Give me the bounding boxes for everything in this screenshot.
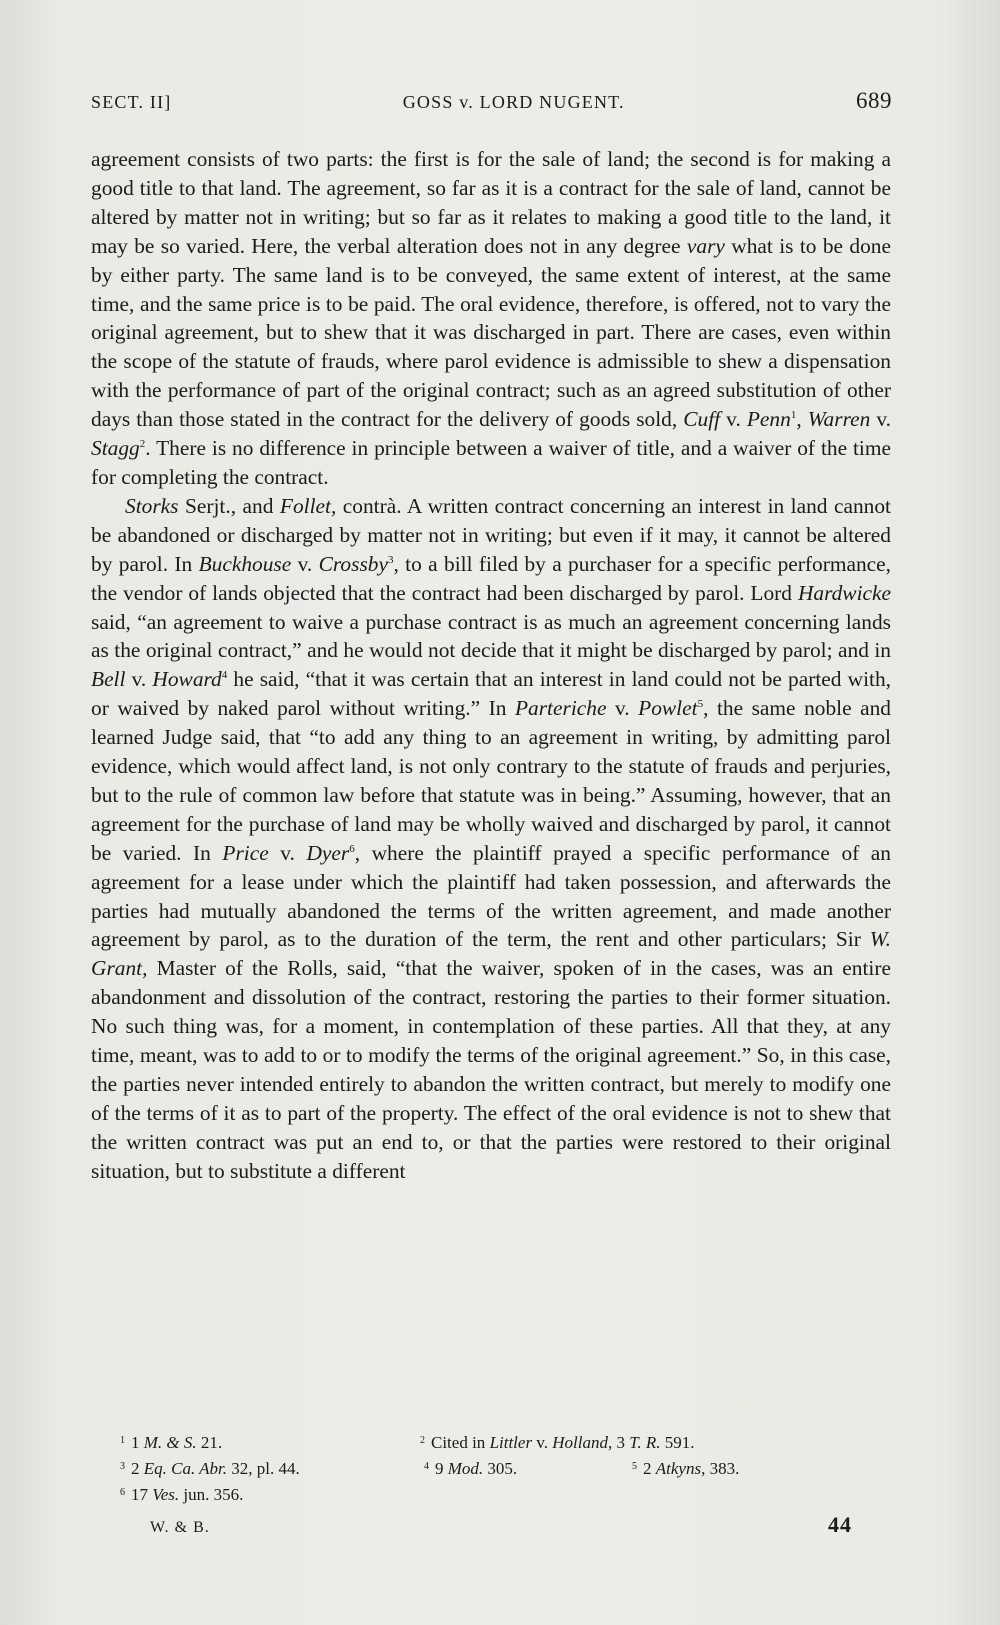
case-title: GOSS v. LORD NUGENT.	[402, 92, 625, 112]
footnote-text: Mod.	[447, 1459, 484, 1478]
case-name: Bell	[91, 667, 126, 692]
case-name: Cuff	[683, 407, 721, 432]
footnote-text: 21.	[196, 1433, 223, 1452]
case-name: Parteriche	[514, 696, 607, 721]
footnote-ref: 6	[349, 842, 355, 855]
text-run: , where the plaintiff prayed a specific performance of an agreement for a lease under which the plaintiff had taken possession, and afterwards the parties had mutually abandoned the terms of the written agreement, and made another agreement by parol, as to the duration of the term, the rent and other particulars; Sir	[91, 840, 891, 952]
text-run: said, “an agreement to waive a purchase contract is as much an agreement concerning lands as the original contract,” and he would not decide that it might be discharged by parol; and in	[91, 609, 891, 663]
footnote-mark: 6	[120, 1487, 125, 1498]
counsel-name: Storks	[125, 493, 179, 518]
case-name: Powlet	[638, 696, 698, 721]
footnote-ref: 3	[387, 553, 394, 566]
footnote-1	[120, 1430, 420, 1456]
text-run: agreement consists of two parts: the first is for the sale of land; the second is for making a good title to that land. The agreement, so far as it is a contract for the sale of land, cannot be altered by matter not in writing; but so far as it relates to making a good title to the land, it may be so varied. Here, the verbal alteration does not in any degree	[91, 147, 891, 258]
text-run: . There is no difference in principle between a waiver of title, and a waiver of the time for completing the contract.	[91, 436, 891, 489]
text-run: he said, “that it was certain that an interest in land could not be parted with, or waived by naked parol without writing.” In	[91, 667, 891, 721]
footnote-text: Eq. Ca. Abr.	[143, 1459, 228, 1478]
text-run: Master of the Rolls, said, “that the waiver, spoken of in the cases, was an entire abandonment and dissolution of the contract, restoring the parties to their former situation. No such thing was, for a moment, in contemplation of these parties. All that they, at any time, meant, was to add to or to modify the terms of the original agreement.” So, in this case, the parties never intended entirely to abandon the written contract, but merely to modify one of the terms of it as to part of the property. The effect of the oral evidence is not to shew that the written contract was put an end to, or that the parties were restored to their original situation, but to substitute a different	[91, 956, 891, 1183]
footnote-text: 9	[435, 1459, 448, 1478]
case-name: Price	[222, 840, 269, 865]
footnote-text: 2	[131, 1459, 144, 1478]
footnote-text: Ves.	[152, 1485, 180, 1504]
counsel-name: Follet,	[279, 493, 337, 518]
text-run: ,	[796, 407, 808, 432]
footnote-text: Atkyns,	[655, 1459, 706, 1478]
footnote-mark: 3	[120, 1461, 125, 1472]
paragraph-1	[91, 145, 891, 492]
footnote-text: Littler	[489, 1433, 533, 1452]
paragraph-2	[91, 492, 891, 1186]
case-name: Penn	[746, 407, 791, 432]
footnote-text: 591.	[660, 1433, 695, 1452]
text-run: v.	[268, 840, 307, 865]
footnote-ref: 1	[790, 409, 797, 422]
case-name: Crossby	[318, 551, 388, 576]
footnote-text: 1	[131, 1433, 144, 1452]
italic-term: vary	[686, 233, 725, 258]
page-number: 689	[856, 88, 892, 113]
running-header	[91, 88, 892, 120]
section-label: SECT. II]	[91, 92, 172, 112]
footnote-text: 17	[131, 1485, 153, 1504]
text-run: Serjt., and	[178, 493, 280, 518]
footnote-4	[424, 1456, 632, 1482]
footnote-text: 383.	[705, 1459, 740, 1478]
footnote-text: M. & S.	[143, 1433, 197, 1452]
text-run: v.	[720, 407, 747, 432]
footnote-row	[120, 1482, 880, 1508]
footnote-row	[120, 1430, 880, 1456]
text-run: , to a bill filed by a purchaser for a specific performance, the vendor of lands objected that the contract had been discharged by parol. Lord	[91, 551, 891, 605]
footnote-2	[420, 1430, 695, 1456]
footnote-ref: 4	[221, 669, 228, 682]
page-footer	[150, 1512, 852, 1538]
footnote-text: Holland,	[552, 1433, 613, 1452]
footnote-5	[632, 1456, 739, 1482]
footnote-mark: 1	[120, 1435, 125, 1446]
footnote-ref: 2	[139, 438, 146, 451]
signature-mark: 44	[828, 1512, 852, 1537]
footnote-row	[120, 1456, 880, 1482]
case-name: Buckhouse	[198, 551, 292, 576]
footnote-text: 305.	[483, 1459, 518, 1478]
body-text	[91, 145, 891, 1186]
text-run: , the same noble and learned Judge said, that “to add any thing to an agreement in writing, by admitting parol evidence, which would affect land, is not only contrary to the statute of frauds and perjuries, but to the rule of common law before that statute was in being.” Assuming, however, that an agreement for the purchase of land may be wholly waived and discharged by parol, it cannot be varied. In	[91, 696, 891, 865]
footnote-6	[120, 1482, 243, 1508]
footnote-text: 32, pl. 44.	[227, 1459, 300, 1478]
case-name: Howard	[152, 667, 222, 692]
text-run: contrà. A written contract concerning an interest in land cannot be abandoned or discharged by matter not in writing; but even if it may, it cannot be altered by parol. In	[91, 493, 891, 576]
footnote-mark: 2	[420, 1435, 425, 1446]
text-run: what is to be done by either party. The same land is to be conveyed, the same extent of interest, at the same time, and the same price is to be paid. The oral evidence, therefore, is offered, not to vary the original agreement, but to shew that it was discharged in part. There are cases, even within the scope of the statute of frauds, where parol evidence is admissible to shew a dispensation with the performance of part of the original contract; such as an agreed substitution of other days than those stated in the contract for the delivery of goods sold,	[91, 233, 891, 432]
footnote-text: 3	[612, 1433, 630, 1452]
judge-name: Hardwicke	[797, 580, 891, 605]
footnote-mark: 4	[424, 1461, 429, 1472]
case-name: Stagg	[91, 436, 140, 461]
footnotes	[120, 1430, 880, 1508]
footnote-text: v.	[532, 1433, 553, 1452]
footnote-text: 2	[643, 1459, 656, 1478]
footnote-text: T. R.	[629, 1433, 661, 1452]
footnote-3	[120, 1456, 424, 1482]
footnote-mark: 5	[632, 1461, 637, 1472]
footer-imprint: W. & B.	[150, 1519, 210, 1536]
case-name: Dyer	[306, 840, 350, 865]
case-name: Warren	[807, 407, 871, 432]
text-run: v.	[870, 407, 891, 432]
text-run: v.	[291, 551, 319, 576]
footnote-text: jun. 356.	[179, 1485, 244, 1504]
text-run: v.	[606, 696, 639, 721]
footnote-text: Cited in	[431, 1433, 490, 1452]
text-run: v.	[125, 667, 153, 692]
judge-name: W. Grant,	[91, 927, 891, 981]
footnote-ref: 5	[697, 698, 704, 711]
